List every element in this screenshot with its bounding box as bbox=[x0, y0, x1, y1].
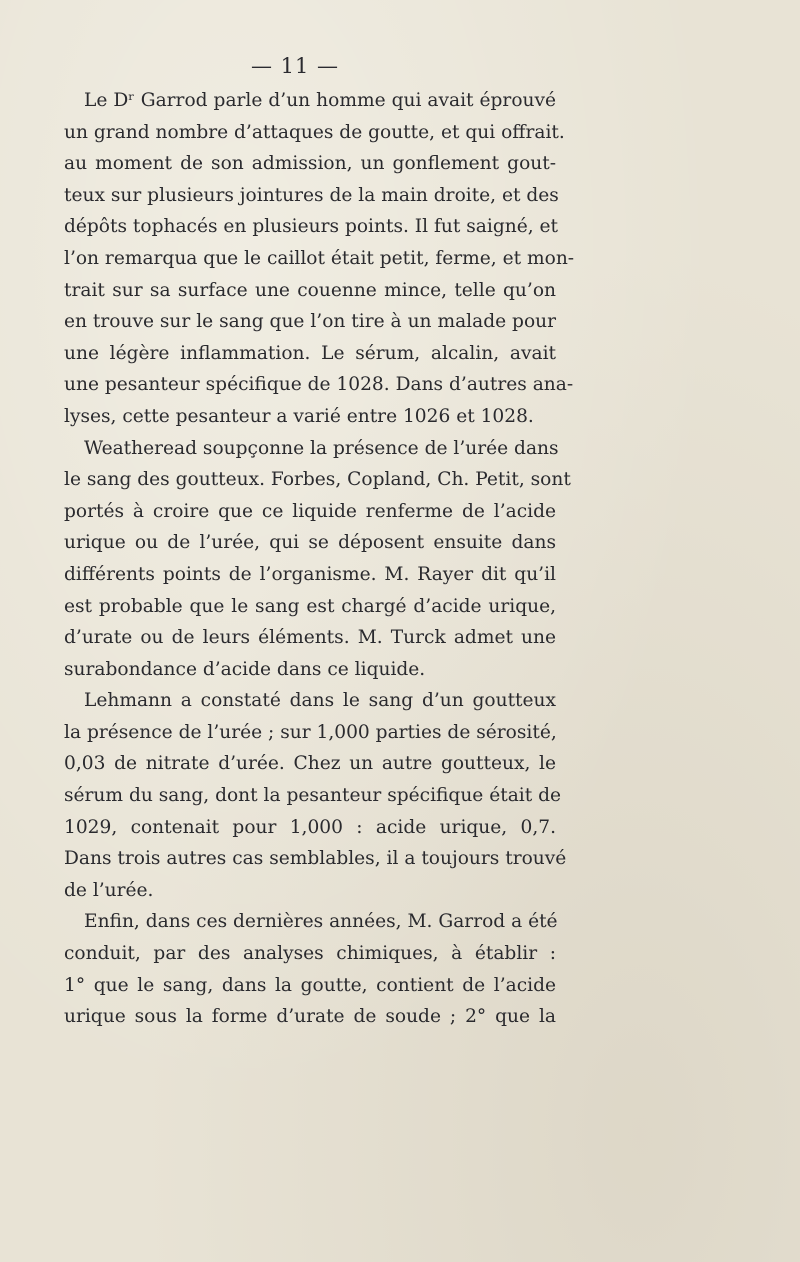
text-line: une légère inflammation. Le sérum, alcalin, avait bbox=[64, 342, 556, 364]
page-number: — 11 — bbox=[250, 54, 340, 78]
text-line: lyses, cette pesanteur a varié entre 1026 et 1028. bbox=[64, 405, 534, 427]
text-line: conduit, par des analyses chimiques, à établir : bbox=[64, 943, 556, 965]
text-line: teux sur plusieurs jointures de la main droite, et des bbox=[64, 184, 559, 206]
text-line: en trouve sur le sang que l’on tire à un malade pour bbox=[64, 311, 556, 333]
text-line: 0,03 de nitrate d’urée. Chez un autre goutteux, le bbox=[64, 753, 556, 775]
text-line: Enfin, dans ces dernières années, M. Garrod a été bbox=[84, 911, 558, 933]
paragraph-lehmann bbox=[44, 685, 567, 906]
paragraph-weatheread bbox=[44, 433, 571, 686]
text-line: Weatheread soupçonne la présence de l’urée dans bbox=[84, 437, 559, 459]
text-line: Le Dʳ Garrod parle d’un homme qui avait éprouvé bbox=[84, 90, 556, 111]
text-line: dépôts tophacés en plusieurs points. Il fut saigné, et bbox=[64, 216, 558, 238]
text-line: 1029, contenait pour 1,000 : acide urique, 0,7. bbox=[64, 816, 556, 838]
text-line: la présence de l’urée ; sur 1,000 parties de sérosité, bbox=[64, 721, 557, 743]
text-line: l’on remarqua que le caillot était petit, ferme, et mon- bbox=[64, 247, 575, 269]
text-line: urique ou de l’urée, qui se déposent ensuite dans bbox=[64, 532, 556, 554]
text-line: urique sous la forme d’urate de soude ; 2° que la bbox=[64, 1006, 556, 1028]
text-line: Lehmann a constaté dans le sang d’un goutteux bbox=[84, 690, 556, 712]
text-line: différents points de l’organisme. M. Rayer dit qu’il bbox=[64, 563, 556, 585]
body-text bbox=[44, 85, 575, 1033]
text-line: sérum du sang, dont la pesanteur spécifique était de bbox=[64, 785, 562, 807]
paragraph-garrod-case bbox=[44, 85, 575, 433]
text-line: 1° que le sang, dans la goutte, contient de l’acide bbox=[64, 974, 556, 996]
text-line: est probable que le sang est chargé d’acide urique, bbox=[64, 595, 556, 617]
text-line: portés à croire que ce liquide renferme de l’acide bbox=[64, 500, 556, 522]
text-line: trait sur sa surface une couenne mince, telle qu’on bbox=[64, 279, 556, 301]
paragraph-enfin bbox=[44, 906, 556, 1032]
text-line: de l’urée. bbox=[64, 879, 154, 901]
text-line: surabondance d’acide dans ce liquide. bbox=[64, 658, 426, 680]
text-line: Dans trois autres cas semblables, il a toujours trouvé bbox=[64, 848, 567, 870]
text-line: un grand nombre d’attaques de goutte, et qui offrait. bbox=[64, 121, 565, 143]
text-line: au moment de son admission, un gonflement gout- bbox=[64, 153, 556, 175]
text-line: le sang des goutteux. Forbes, Copland, Ch. Petit, sont bbox=[64, 469, 571, 491]
text-line: une pesanteur spécifique de 1028. Dans d’autres ana- bbox=[64, 374, 574, 396]
text-line: d’urate ou de leurs éléments. M. Turck admet une bbox=[64, 627, 556, 649]
